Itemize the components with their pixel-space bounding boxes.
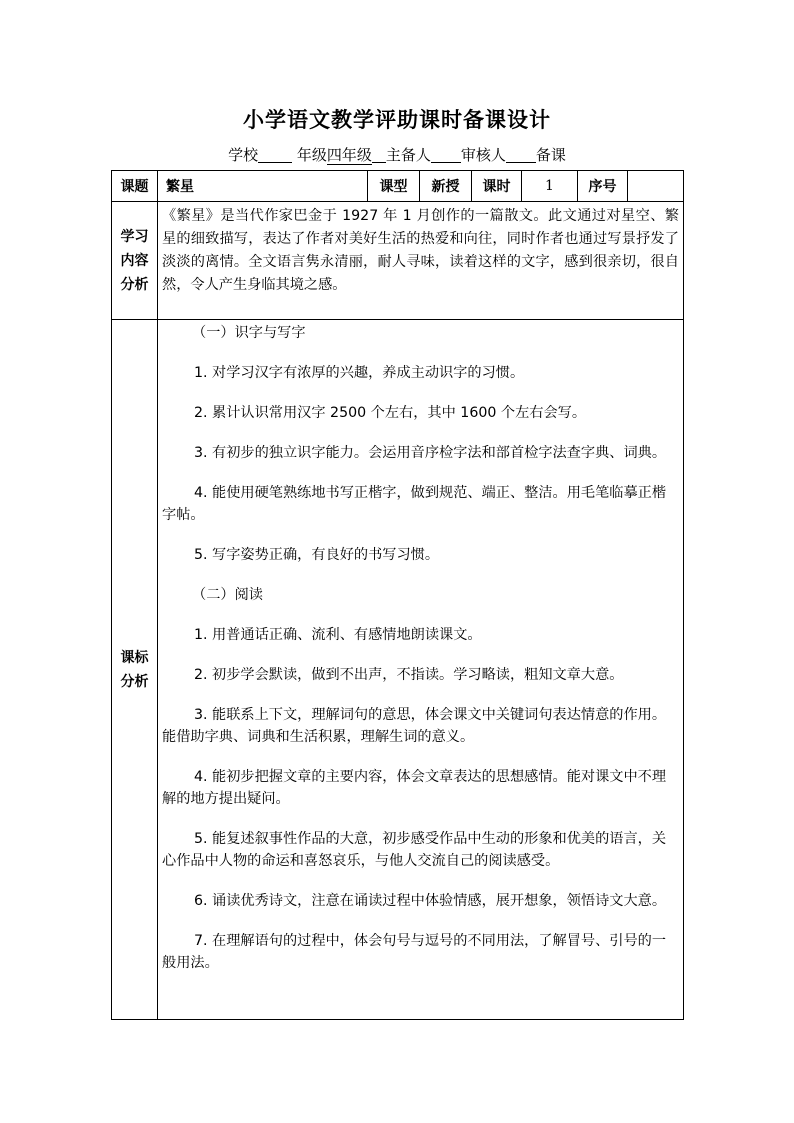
- period-value: 1: [522, 171, 578, 202]
- content-analysis-label: [112, 202, 158, 320]
- list-item: 4. 能初步把握文章的主要内容，体会文章表达的思想感情。能对课文中不理解的地方提出疑问。: [162, 769, 667, 807]
- content-analysis-row: [112, 202, 684, 320]
- grade-value: 四年级: [326, 146, 372, 164]
- label-line: 学习: [120, 228, 149, 245]
- seq-value: [628, 171, 684, 202]
- document-meta-line: [0, 144, 794, 165]
- list-item: 5. 能复述叙事性作品的大意，初步感受作品中生动的形象和优美的语言，关心作品中人物的命运和喜怒哀乐，与他人交流自己的阅读感受。: [162, 831, 667, 869]
- standards-analysis-cell: [158, 320, 684, 1020]
- grade-blank: [372, 146, 386, 163]
- list-item: 7. 在理解语句的过程中，体会句号与逗号的不同用法，了解冒号、引号的一般用法。: [162, 933, 667, 971]
- list-item: 1. 用普通话正确、流利、有感情地朗读课文。: [194, 627, 482, 643]
- school-blank: [258, 146, 292, 163]
- list-item: 4. 能使用硬笔熟练地书写正楷字，做到规范、端正、整洁。用毛笔临摹正楷字帖。: [162, 485, 667, 523]
- seq-label: 序号: [578, 171, 628, 202]
- type-value: 新授: [420, 171, 472, 202]
- header-row: [112, 171, 684, 202]
- period-label: 课时: [472, 171, 522, 202]
- list-item: 3. 能联系上下文，理解词句的意思，体会课文中关键词句表达情意的作用。能借助字典、词典和生活积累，理解生词的意义。: [162, 707, 667, 745]
- label-line: 分析: [120, 276, 149, 293]
- type-label: 课型: [368, 171, 420, 202]
- standards-analysis-row: [112, 320, 684, 1020]
- reviewer-label: 审核人: [460, 146, 506, 164]
- list-item: 2. 初步学会默读，做到不出声，不指读。学习略读，粗知文章大意。: [194, 667, 624, 683]
- grade-label: 年级: [296, 146, 327, 164]
- preparer-blank: [431, 146, 461, 163]
- standards-analysis-label: [112, 320, 158, 1020]
- lesson-plan-table: [111, 170, 684, 1020]
- label-line: 课标: [120, 649, 149, 666]
- content-analysis-cell: [158, 202, 684, 320]
- prep-suffix: 备课: [535, 146, 566, 164]
- section-title-reading: （二）阅读: [192, 587, 263, 603]
- reviewer-blank: [506, 146, 536, 163]
- content-analysis-text: 《繁星》是当代作家巴金于 1927 年 1 月创作的一篇散文。此文通过对星空、繁星的细致描写，表达了作者对美好生活的热爱和向往，同时作者也通过写景抒发了淡淡的离情。全文语言隽永清丽，耐人寻味，读着这样的文字，感到很亲切，很自然，令人产生身临其境之感。: [162, 208, 679, 293]
- list-item: 5. 写字姿势正确，有良好的书写习惯。: [194, 547, 440, 563]
- list-item: 3. 有初步的独立识字能力。会运用音序检字法和部首检字法查字典、词典。: [194, 445, 667, 461]
- page-title: 小学语文教学评助课时备课设计: [243, 107, 551, 132]
- topic-value: 繁星: [158, 171, 368, 202]
- list-item: 1. 对学习汉字有浓厚的兴趣，养成主动识字的习惯。: [194, 365, 525, 381]
- label-line: 内容: [120, 252, 149, 269]
- section-title-literacy: （一）识字与写字: [192, 325, 306, 341]
- preparer-label: 主备人: [385, 146, 431, 164]
- label-line: 分析: [120, 673, 149, 690]
- school-label: 学校: [228, 146, 259, 164]
- list-item: 2. 累计认识常用汉字 2500 个左右，其中 1600 个左右会写。: [194, 405, 587, 421]
- topic-label: 课题: [112, 171, 158, 202]
- list-item: 6. 诵读优秀诗文，注意在诵读过程中体验情感，展开想象，领悟诗文大意。: [194, 893, 667, 909]
